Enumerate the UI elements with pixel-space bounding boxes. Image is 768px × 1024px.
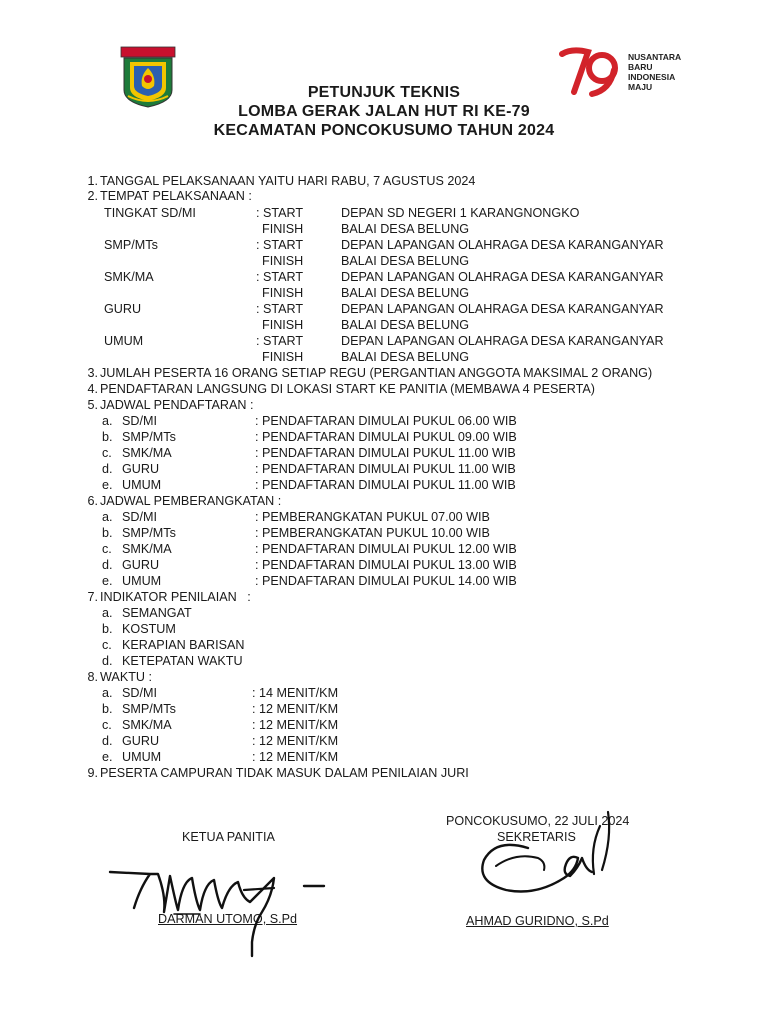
- venue-finish: BALAI DESA BELUNG: [341, 254, 470, 268]
- sub-value: : PENDAFTARAN DIMULAI PUKUL 09.00 WIB: [255, 430, 517, 444]
- sub-value: : PENDAFTARAN DIMULAI PUKUL 11.00 WIB: [255, 446, 516, 460]
- venue-finish-label: FINISH: [262, 350, 304, 364]
- sub-letter: b.: [102, 622, 113, 636]
- item-text: WAKTU :: [100, 670, 153, 684]
- sub-letter: b.: [102, 430, 113, 444]
- venue-start: DEPAN SD NEGERI 1 KARANGNONGKO: [341, 206, 580, 220]
- venue-finish: BALAI DESA BELUNG: [341, 286, 470, 300]
- left-signature-icon: [104, 852, 334, 964]
- logo-tagline-line: NUSANTARA: [628, 52, 682, 62]
- sub-value: : 14 MENIT/KM: [252, 686, 339, 700]
- left-signatory-role: KETUA PANITIA: [182, 830, 275, 844]
- sub-label: SMP/MTs: [122, 526, 176, 540]
- sub-value: : PENDAFTARAN DIMULAI PUKUL 13.00 WIB: [255, 558, 517, 572]
- sub-label: SEMANGAT: [122, 606, 192, 620]
- venue-finish-label: FINISH: [262, 222, 304, 236]
- item-number: 8.: [87, 670, 98, 684]
- sub-letter: a.: [102, 606, 113, 620]
- sub-label: KERAPIAN BARISAN: [122, 638, 245, 652]
- venue-level: SMK/MA: [104, 270, 154, 284]
- sub-letter: e.: [102, 574, 113, 588]
- place-date: PONCOKUSUMO, 22 JULI 2024: [446, 814, 630, 828]
- item-text: JUMLAH PESERTA 16 ORANG SETIAP REGU (PERGANTIAN ANGGOTA MAKSIMAL 2 ORANG): [100, 366, 653, 380]
- sub-label: SMK/MA: [122, 718, 172, 732]
- venue-level: TINGKAT SD/MI: [104, 206, 196, 220]
- sub-value: : 12 MENIT/KM: [252, 750, 339, 764]
- sub-letter: d.: [102, 558, 113, 572]
- venue-finish-label: FINISH: [262, 286, 304, 300]
- sub-value: : PENDAFTARAN DIMULAI PUKUL 12.00 WIB: [255, 542, 517, 556]
- sub-letter: d.: [102, 654, 113, 668]
- right-signatory-role: SEKRETARIS: [497, 830, 576, 844]
- right-signatory-name: AHMAD GURIDNO, S.Pd: [466, 914, 609, 928]
- sub-value: : 12 MENIT/KM: [252, 718, 339, 732]
- item-text: PENDAFTARAN LANGSUNG DI LOKASI START KE PANITIA (MEMBAWA 4 PESERTA): [100, 382, 595, 396]
- sub-value: : 12 MENIT/KM: [252, 702, 339, 716]
- item-text: TEMPAT PELAKSANAAN :: [100, 189, 252, 203]
- venue-finish-label: FINISH: [262, 318, 304, 332]
- sub-label: SD/MI: [122, 510, 157, 524]
- sub-letter: d.: [102, 462, 113, 476]
- sub-label: SMK/MA: [122, 446, 172, 460]
- sub-letter: a.: [102, 510, 113, 524]
- sub-value: : PEMBERANGKATAN PUKUL 10.00 WIB: [255, 526, 490, 540]
- sub-label: UMUM: [122, 478, 162, 492]
- item-text: JADWAL PENDAFTARAN :: [100, 398, 254, 412]
- document-title-line3: KECAMATAN PONCOKUSUMO TAHUN 2024: [213, 122, 555, 139]
- sub-value: : 12 MENIT/KM: [252, 734, 339, 748]
- venue-finish: BALAI DESA BELUNG: [341, 318, 470, 332]
- logo-tagline-line: MAJU: [628, 82, 653, 92]
- venue-start: DEPAN LAPANGAN OLAHRAGA DESA KARANGANYAR: [341, 238, 664, 252]
- sub-label: UMUM: [122, 750, 162, 764]
- venue-start: DEPAN LAPANGAN OLAHRAGA DESA KARANGANYAR: [341, 334, 664, 348]
- item-number: 7.: [87, 590, 98, 604]
- sub-letter: c.: [102, 446, 112, 460]
- sub-label: SMP/MTs: [122, 430, 176, 444]
- venue-start-label: : START: [256, 238, 304, 252]
- document-title-line1: PETUNJUK TEKNIS: [307, 84, 461, 101]
- item-number: 6.: [87, 494, 98, 508]
- item-number: 4.: [87, 382, 98, 396]
- sub-label: UMUM: [122, 574, 162, 588]
- venue-start: DEPAN LAPANGAN OLAHRAGA DESA KARANGANYAR: [341, 302, 664, 316]
- sub-label: SMK/MA: [122, 542, 172, 556]
- right-signature-icon: [466, 808, 626, 912]
- sub-letter: d.: [102, 734, 113, 748]
- venue-finish-label: FINISH: [262, 254, 304, 268]
- sub-letter: e.: [102, 750, 113, 764]
- item-number: 3.: [87, 366, 98, 380]
- document-title-line2: LOMBA GERAK JALAN HUT RI KE-79: [238, 103, 530, 120]
- sub-label: SD/MI: [122, 414, 157, 428]
- sub-value: : PENDAFTARAN DIMULAI PUKUL 11.00 WIB: [255, 478, 516, 492]
- item-number: 2.: [87, 189, 98, 203]
- sub-letter: c.: [102, 718, 112, 732]
- venue-start: DEPAN LAPANGAN OLAHRAGA DESA KARANGANYAR: [341, 270, 664, 284]
- left-signatory-name: DARMAN UTOMO, S.Pd: [158, 912, 298, 926]
- sub-label: KETEPATAN WAKTU: [122, 654, 243, 668]
- item-text: JADWAL PEMBERANGKATAN :: [100, 494, 282, 508]
- sub-value: : PEMBERANGKATAN PUKUL 07.00 WIB: [255, 510, 490, 524]
- sub-value: : PENDAFTARAN DIMULAI PUKUL 06.00 WIB: [255, 414, 517, 428]
- logo-tagline-line: INDONESIA: [628, 72, 676, 82]
- sub-label: GURU: [122, 462, 160, 476]
- venue-level: SMP/MTs: [104, 238, 158, 252]
- item-number: 5.: [87, 398, 98, 412]
- venue-start-label: : START: [256, 334, 304, 348]
- venue-start-label: : START: [256, 270, 304, 284]
- item-text: TANGGAL PELAKSANAAN YAITU HARI RABU, 7 AGUSTUS 2024: [100, 174, 476, 188]
- sub-label: SD/MI: [122, 686, 157, 700]
- item-text: INDIKATOR PENILAIAN :: [100, 590, 251, 604]
- sub-letter: b.: [102, 702, 113, 716]
- sub-value: : PENDAFTARAN DIMULAI PUKUL 11.00 WIB: [255, 462, 516, 476]
- item-text: PESERTA CAMPURAN TIDAK MASUK DALAM PENILAIAN JURI: [100, 766, 469, 780]
- sub-letter: c.: [102, 638, 112, 652]
- sub-letter: c.: [102, 542, 112, 556]
- sub-label: GURU: [122, 734, 160, 748]
- item-number: 1.: [87, 174, 98, 188]
- venue-level: UMUM: [104, 334, 144, 348]
- sub-label: GURU: [122, 558, 160, 572]
- venue-finish: BALAI DESA BELUNG: [341, 222, 470, 236]
- logo-tagline-line: BARU: [628, 62, 653, 72]
- venue-finish: BALAI DESA BELUNG: [341, 350, 470, 364]
- sub-letter: b.: [102, 526, 113, 540]
- venue-level: GURU: [104, 302, 142, 316]
- sub-label: KOSTUM: [122, 622, 176, 636]
- sub-label: SMP/MTs: [122, 702, 176, 716]
- item-number: 9.: [87, 766, 98, 780]
- venue-start-label: : START: [256, 302, 304, 316]
- venue-start-label: : START: [256, 206, 304, 220]
- sub-letter: e.: [102, 478, 113, 492]
- sub-value: : PENDAFTARAN DIMULAI PUKUL 14.00 WIB: [255, 574, 517, 588]
- sub-letter: a.: [102, 414, 113, 428]
- sub-letter: a.: [102, 686, 113, 700]
